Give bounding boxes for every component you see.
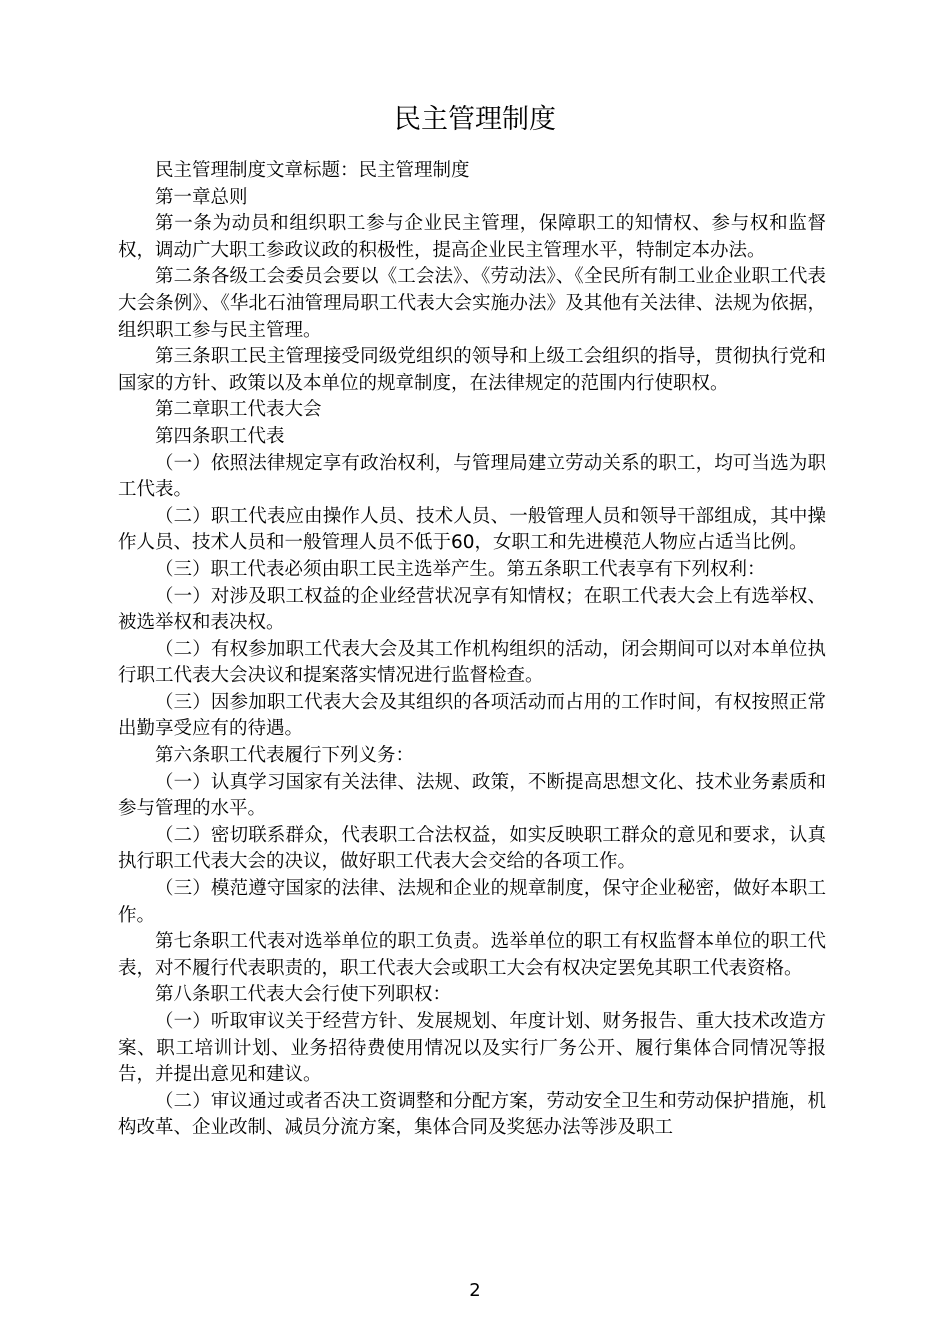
chapter-heading: 第一章总则: [155, 186, 248, 208]
article-heading: 第四条职工代表: [155, 425, 285, 447]
paragraph: （一）认真学习国家有关法律、法规、政策，不断提高思想文化、技术业务素质和参与管理的水平。: [118, 771, 826, 820]
paragraph: （一）对涉及职工权益的企业经营状况享有知情权；在职工代表大会上有选举权、被选举权和表决权。: [118, 585, 826, 634]
paragraph: 第一条为动员和组织职工参与企业民主管理，保障职工的知情权、参与权和监督权，调动广大职工参政议政的积极性，提高企业民主管理水平，特制定本办法。: [118, 213, 826, 261]
paragraph: （三）模范遵守国家的法律、法规和企业的规章制度，保守企业秘密，做好本职工作。: [118, 878, 826, 926]
paragraph: 第二条各级工会委员会要以《工会法》、《劳动法》、《全民所有制工业企业职工代表大会条例》、《华北石油管理局职工代表大会实施办法》及其他有关法律、法规为依据，组织职工参与民主管理。: [118, 266, 826, 341]
paragraph: 民主管理制度文章标题：民主管理制度: [155, 160, 470, 181]
paragraph: （二）审议通过或者否决工资调整和分配方案，劳动安全卫生和劳动保护措施，机构改革、企业改制、减员分流方案，集体合同及奖惩办法等涉及职工: [118, 1090, 826, 1139]
article-heading: 第六条职工代表履行下列义务：: [155, 745, 415, 767]
page-number: 2: [469, 1280, 481, 1301]
document-body: [118, 158, 826, 1142]
paragraph: 第七条职工代表对选举单位的职工负责。选举单位的职工有权监督本单位的职工代表，对不履行代表职责的，职工代表大会或职工大会有权决定罢免其职工代表资格。: [118, 931, 826, 979]
paragraph: （三）因参加职工代表大会及其组织的各项活动而占用的工作时间，有权按照正常出勤享受应有的待遇。: [118, 691, 826, 740]
paragraph: （二）职工代表应由操作人员、技术人员、一般管理人员和领导干部组成，其中操作人员、技术人员和一般管理人员不低于60，女职工和先进模范人物应占适当比例。: [118, 505, 826, 554]
document-title: 民主管理制度: [394, 104, 556, 135]
paragraph: （一）听取审议关于经营方针、发展规划、年度计划、财务报告、重大技术改造方案、职工培训计划、业务招待费使用情况以及实行厂务公开、履行集体合同情况等报告，并提出意见和建议。: [118, 1011, 826, 1086]
paragraph: （三）职工代表必须由职工民主选举产生。第五条职工代表享有下列权利：: [155, 558, 766, 580]
paragraph: （二）有权参加职工代表大会及其工作机构组织的活动，闭会期间可以对本单位执行职工代表大会决议和提案落实情况进行监督检查。: [118, 638, 826, 687]
paragraph: （一）依照法律规定享有政治权利，与管理局建立劳动关系的职工，均可当选为职工代表。: [118, 452, 826, 501]
paragraph: （二）密切联系群众，代表职工合法权益，如实反映职工群众的意见和要求，认真执行职工代表大会的决议，做好职工代表大会交给的各项工作。: [118, 824, 826, 873]
article-heading: 第八条职工代表大会行使下列职权：: [155, 984, 452, 1006]
chapter-heading: 第二章职工代表大会: [155, 399, 322, 421]
paragraph: 第三条职工民主管理接受同级党组织的领导和上级工会组织的指导，贯彻执行党和国家的方针、政策以及本单位的规章制度，在法律规定的范围内行使职权。: [118, 346, 826, 394]
